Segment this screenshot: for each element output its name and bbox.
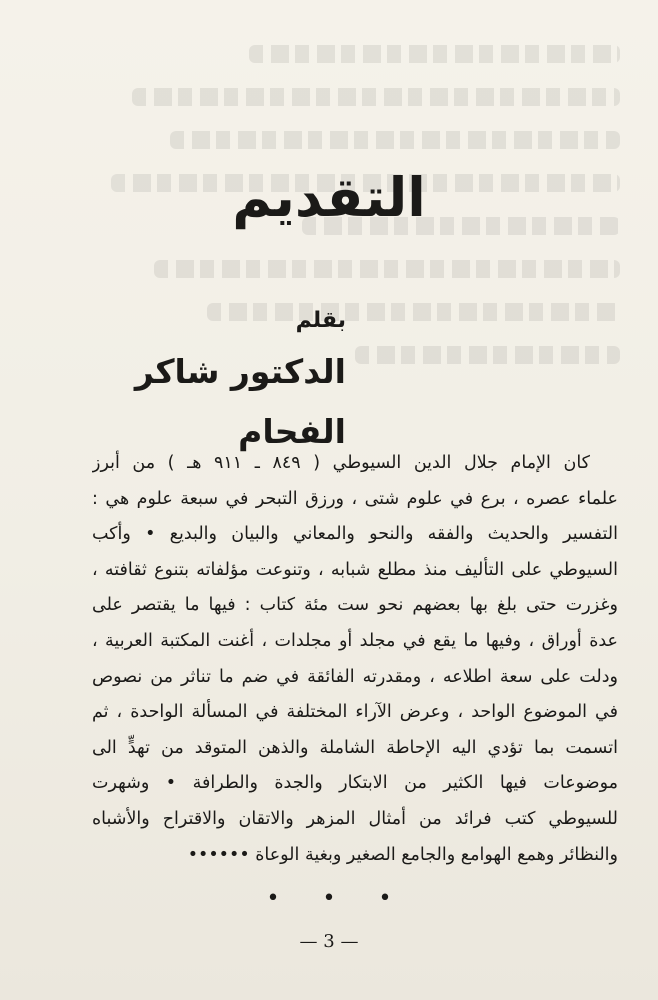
page-title: التقديم [232, 166, 426, 229]
text-line: موضوعات فيها الكثير من الابتكار والجدة والطرافة • وشهرت [92, 773, 618, 794]
text-line: للسيوطي كتب فرائد من أمثال المزهر والاتقان والاقتراح والأشباه [92, 808, 618, 829]
text-line: اتسمت بما تؤدي اليه الإحاطة الشاملة والذهن المتوقد من تهدٍّ الى [92, 737, 618, 758]
page-number: — 3 — [299, 931, 359, 952]
text-line: وغزرت حتى بلغ بها بعضهم نحو ست مئة كتاب : فيها ما يقتصر على [92, 595, 618, 616]
section-ornament: • • • [266, 886, 392, 911]
text-line: ودلت على سعة اطلاعه ، ومقدرته الفائقة في ضم ما تناثر من نصوص [92, 666, 618, 687]
text-line: علماء عصره ، برع في علوم شتى ، ورزق التبحر في سبعة علوم هي : [92, 488, 618, 509]
text-line: والنظائر وهمع الهوامع والجامع الصغير وبغية الوعاة •••••• [187, 844, 618, 865]
text-line: عدة أوراق ، وفيها ما يقع في مجلد أو مجلدات ، أغنت المكتبة العربية ، [92, 630, 618, 651]
text-line: السيوطي على التأليف منذ مطلع شبابه ، وتنوعت مؤلفاته بتنوع ثقافته ، [92, 559, 618, 580]
author-name: الدكتور شاكر الفحام [134, 352, 346, 451]
text-line: في الموضوع الواحد ، وعرض الآراء المختلفة في المسألة الواحدة ، ثم [92, 702, 618, 723]
text-line: كان الإمام جلال الدين السيوطي ( ٨٤٩ ـ ٩١١ هـ ) من أبرز [92, 453, 590, 473]
byline-label: بقلم [295, 308, 346, 333]
text-line: التفسير والحديث والفقه والنحو والمعاني والبيان والبديع • وأكب [92, 524, 618, 545]
body-paragraph [92, 446, 618, 873]
